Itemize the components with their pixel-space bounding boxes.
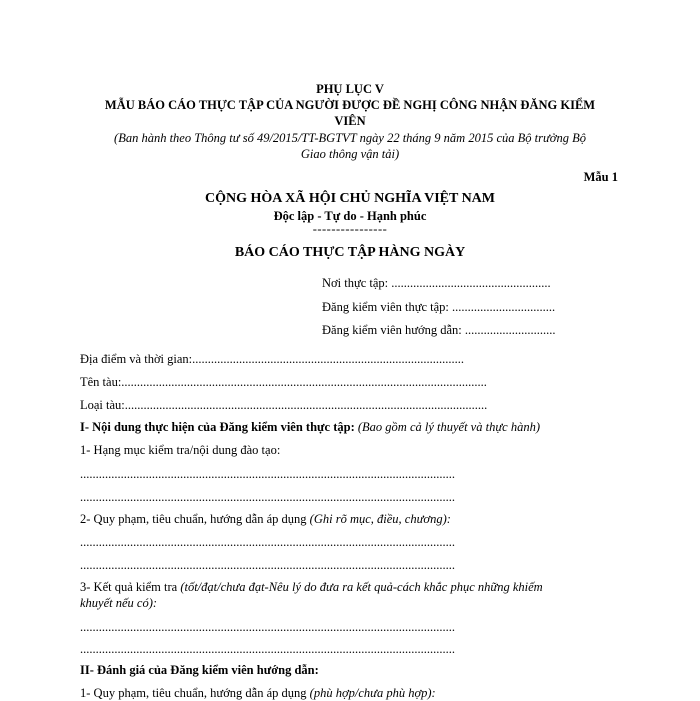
dotted-line: ........................................................................................................................ — [80, 490, 455, 504]
issued-note-line1: (Ban hành theo Thông tư số 49/2015/TT-BGTVT ngày 22 tháng 9 năm 2015 của Bộ trưởng Bộ — [114, 131, 586, 145]
section1-item2 — [80, 512, 451, 527]
section1-item1-label: 1- Hạng mục kiểm tra/nội dung đào tạo: — [80, 443, 281, 457]
field-ship-name: Tên tàu:..................................................................................................................... — [80, 375, 487, 389]
appendix-subtitle-line2: VIÊN — [334, 114, 366, 128]
field-supervising-inspector: Đăng kiểm viên hướng dẫn: ............................. — [322, 323, 556, 337]
dotted-line: ........................................................................................................................ — [80, 620, 455, 634]
section2-item1-label: 1- Quy phạm, tiêu chuẩn, hướng dẫn áp dụng — [80, 686, 307, 700]
section1-item2-label: 2- Quy phạm, tiêu chuẩn, hướng dẫn áp dụng — [80, 512, 307, 526]
section1-heading-text: I- Nội dung thực hiện của Đăng kiểm viên thực tập: — [80, 420, 355, 434]
motto-divider: ---------------- — [312, 222, 388, 236]
dotted-line: ........................................................................................................................ — [80, 642, 455, 656]
field-trainee-inspector: Đăng kiểm viên thực tập: ................................. — [322, 300, 556, 314]
field-location-time: Địa điểm và thời gian:....................................................................................... — [80, 352, 465, 366]
section1-item3 — [80, 580, 543, 595]
section1-item3-label: 3- Kết quả kiểm tra — [80, 580, 178, 594]
form-code: Mẫu 1 — [583, 170, 618, 184]
section1-item3-note: (tốt/đạt/chưa đạt-Nêu lý do đưa ra kết quả-cách khắc phục những khiếm — [180, 580, 543, 594]
dotted-line: ........................................................................................................................ — [80, 467, 455, 481]
section1-item3-note-line2: khuyết nếu có): — [80, 596, 158, 610]
field-internship-place: Nơi thực tập: ................................................... — [322, 276, 551, 290]
appendix-title: PHỤ LỤC V — [316, 82, 384, 96]
section2-item1-note: (phù hợp/chưa phù hợp): — [309, 686, 436, 700]
field-ship-type: Loại tàu:.................................................................................................................... — [80, 398, 488, 412]
nation-motto: Độc lập - Tự do - Hạnh phúc — [273, 209, 427, 223]
section1-heading-note: (Bao gồm cả lý thuyết và thực hành) — [357, 420, 540, 434]
issued-note-line2: Giao thông vận tải) — [300, 147, 400, 161]
section1-heading — [80, 420, 540, 435]
appendix-subtitle-line1: MẪU BÁO CÁO THỰC TẬP CỦA NGƯỜI ĐƯỢC ĐỀ NGHỊ CÔNG NHẬN ĐĂNG KIỂM — [104, 98, 596, 112]
nation-name: CỘNG HÒA XÃ HỘI CHỦ NGHĨA VIỆT NAM — [204, 191, 495, 206]
section2-item1 — [80, 686, 436, 701]
section2-heading: II- Đánh giá của Đăng kiểm viên hướng dẫn: — [80, 663, 319, 677]
dotted-line: ........................................................................................................................ — [80, 535, 455, 549]
section1-item2-note: (Ghi rõ mục, điều, chương): — [309, 512, 451, 526]
report-title: BÁO CÁO THỰC TẬP HÀNG NGÀY — [234, 245, 466, 260]
dotted-line: ........................................................................................................................ — [80, 558, 455, 572]
